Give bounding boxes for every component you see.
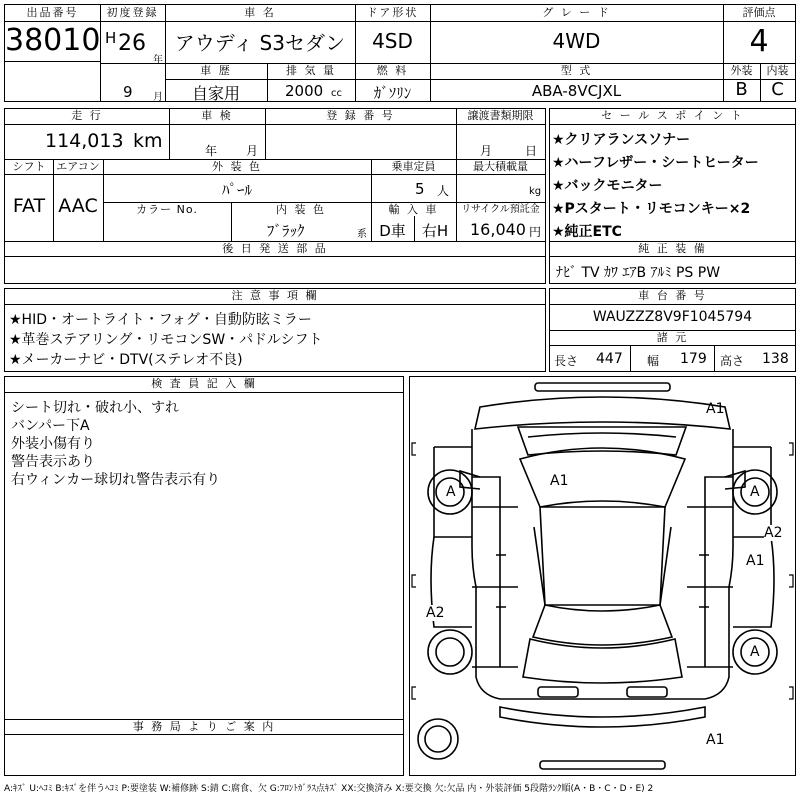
exterior-grade-label: 外装 (730, 64, 753, 77)
max-load-unit: kg (529, 186, 542, 197)
aircon-label: エアコン (56, 160, 100, 173)
fuel: ｶﾞｿﾘﾝ (373, 84, 412, 102)
era: H (105, 29, 117, 47)
width-label: 幅 (647, 354, 660, 368)
interior-color-unit: 系 (357, 229, 367, 240)
inspector-line: 外装小傷有り (11, 436, 95, 452)
car-name-label: 車 名 (244, 6, 276, 19)
damage-mark-right-rear-wheel: A (750, 644, 760, 660)
history-label: 車 歴 (200, 64, 232, 77)
score: 4 (749, 24, 769, 59)
inspector-line: バンパー下A (11, 418, 90, 434)
dimensions-label: 諸 元 (656, 331, 689, 344)
damage-mark-left-rear: A2 (426, 605, 445, 621)
sales-points-label: セ ー ル ス ポ イ ン ト (601, 109, 744, 122)
car-name: アウディ S3セダン (174, 31, 346, 55)
exterior-color-label: 外 装 色 (212, 160, 262, 173)
import-type: D車 (379, 222, 406, 240)
door-type: 4SD (372, 29, 413, 53)
interior-grade-label: 内装 (766, 64, 789, 77)
chassis-number-label: 車 台 番 号 (638, 289, 707, 302)
inspector-panel (4, 376, 404, 776)
grade: 4WD (552, 29, 601, 53)
inspector-line: 警告表示あり (11, 454, 95, 470)
inspector-line: シート切れ・破れ小、すれ (11, 400, 179, 416)
lot-number: 38010 (5, 23, 100, 58)
color-number-label: カラー No. (136, 203, 198, 216)
max-load-label: 最大積載量 (473, 160, 528, 173)
damage-mark-right-front-wheel: A (750, 484, 760, 500)
mileage-label: 走 行 (71, 109, 103, 122)
note-item: ★HID・オートライト・フォグ・自動防眩ミラー (9, 312, 312, 328)
notes-label: 注 意 事 項 欄 (231, 289, 319, 302)
exterior-grade: B (735, 79, 748, 100)
length-value: 447 (596, 351, 623, 367)
fuel-label: 燃 料 (376, 64, 409, 77)
registration-number-label: 登 録 番 号 (326, 109, 395, 122)
aircon: AAC (58, 195, 98, 217)
interior-color-label: 内 装 色 (276, 203, 326, 216)
mileage-unit: km (133, 130, 163, 152)
year-unit: 年 (153, 55, 163, 66)
transfer-deadline-label: 譲渡書類期限 (467, 109, 534, 122)
recycle-deposit: 16,040 (470, 220, 526, 239)
displacement-label: 排 気 量 (286, 64, 336, 77)
car-outline (410, 377, 795, 775)
registration-year: 26 (118, 31, 146, 56)
displacement-unit: cc (331, 88, 342, 99)
specs-table (4, 108, 546, 284)
inspection-label: 車 検 (201, 109, 233, 122)
seats: 5 (415, 180, 425, 198)
sales-point-item: ★クリアランスソナー (552, 132, 691, 148)
height-value: 138 (762, 351, 789, 367)
mileage: 114,013 (45, 130, 124, 152)
inspection-month-unit: 月 (246, 144, 259, 158)
inspector-label: 検 査 員 記 入 欄 (151, 377, 257, 390)
chassis-panel (549, 288, 796, 372)
shift-label: シフト (12, 160, 46, 173)
first-registration-label: 初度登録 (106, 6, 159, 19)
sales-points-panel (549, 108, 796, 284)
damage-mark-left-front-wheel: A (446, 484, 456, 500)
damage-mark-rear: A1 (706, 732, 725, 748)
seats-unit: 人 (437, 184, 450, 198)
registration-month: 9 (123, 83, 133, 101)
height-label: 高さ (720, 354, 745, 368)
header-table (4, 4, 796, 102)
sales-point-item: ★純正ETC (552, 224, 622, 240)
model-code: ABA-8VCJXL (531, 82, 622, 100)
damage-mark-roof: A1 (550, 473, 569, 489)
grade-label: グ レ ー ド (542, 6, 611, 19)
steering-side: 右H (421, 222, 449, 240)
damage-diagram (409, 376, 796, 776)
sales-point-item: ★Pスタート・リモコンキー×2 (552, 201, 751, 217)
inspector-line: 右ウィンカー球切れ警告表示有り (11, 472, 221, 488)
interior-color: ﾌﾞﾗｯｸ (267, 222, 305, 240)
score-label: 評価点 (742, 6, 776, 19)
history: 自家用 (191, 84, 240, 103)
month-unit: 月 (153, 92, 163, 103)
recycle-deposit-label: リサイクル預託金 (461, 204, 540, 215)
transfer-month-unit: 月 (480, 144, 493, 158)
seats-label: 乗車定員 (391, 160, 436, 173)
sales-point-item: ★バックモニター (552, 178, 663, 194)
equipment-list: ﾅﾋﾞ TV ｶﾜ ｴｱB ｱﾙﾐ PS PW (556, 265, 721, 281)
inspection-year-unit: 年 (205, 144, 218, 158)
lot-number-label: 出品番号 (26, 6, 79, 19)
equipment-label: 純 正 装 備 (638, 242, 707, 255)
recycle-unit: 円 (529, 225, 542, 239)
model-label: 型 式 (560, 64, 593, 77)
length-label: 長さ (554, 354, 579, 368)
displacement: 2000 (285, 82, 324, 100)
door-label: ドア形状 (366, 6, 419, 19)
interior-grade: C (771, 79, 784, 100)
damage-mark-front-right: A1 (706, 401, 725, 417)
shift: FAT (12, 195, 46, 217)
damage-mark-right-door: A1 (746, 553, 765, 569)
width-value: 179 (680, 351, 707, 367)
note-item: ★革巻ステアリング・リモコンSW・パドルシフト (9, 332, 323, 348)
import-label: 輸 入 車 (388, 203, 439, 216)
exterior-color: ﾊﾟｰﾙ (221, 181, 252, 199)
transfer-day-unit: 日 (525, 144, 538, 158)
chassis-number: WAUZZZ8V9F1045794 (592, 309, 753, 325)
office-label: 事 務 局 よ り ご 案 内 (132, 720, 276, 733)
note-item: ★メーカーナビ・DTV(ステレオ不良) (9, 352, 243, 368)
sales-point-item: ★ハーフレザー・シートヒーター (552, 155, 759, 171)
later-parts-label: 後 日 発 送 部 品 (222, 242, 328, 255)
notes-panel (4, 288, 546, 372)
damage-mark-right-side: A2 (764, 525, 783, 541)
legend-footer: A:ｷｽﾞ U:ﾍｺﾐ B:ｷｽﾞを伴うﾍｺﾐ P:要塗装 W:補修跡 S:錆 C:腐食、欠 G:ﾌﾛﾝﾄｶﾞﾗｽ点ｷｽﾞ XX:交換済み X:要交換 欠:欠品 内・外装評価 5段階ﾗﾝｸ順(A・B・C・D・E) 2 (4, 784, 654, 794)
